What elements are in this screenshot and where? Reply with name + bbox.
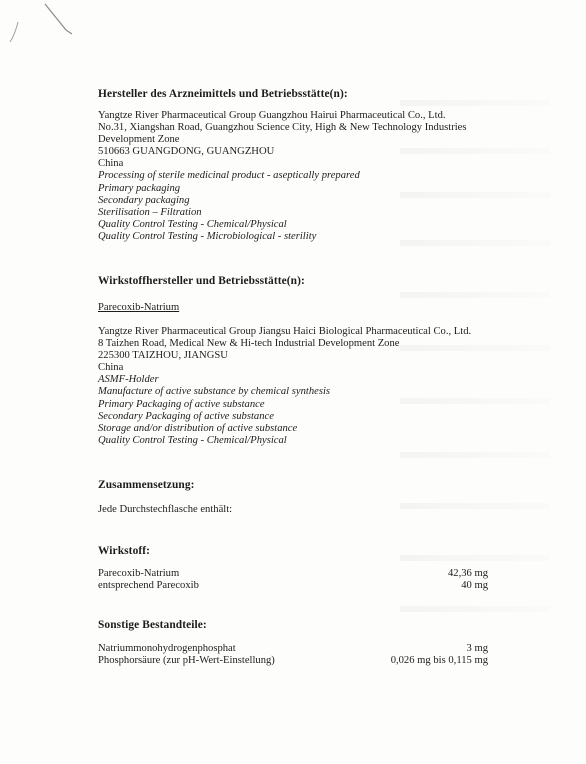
- address-line: Yangtze River Pharmaceutical Group Jiangsu Haici Biological Pharmaceutical Co., Ltd.: [98, 326, 472, 337]
- excipient-row: [98, 655, 488, 667]
- activity-line: Quality Control Testing - Chemical/Physical: [98, 218, 287, 230]
- bleed-through: [400, 555, 550, 561]
- active-row: [98, 580, 488, 592]
- ingredient-amount: 40 mg: [461, 580, 488, 591]
- address-line: 8 Taizhen Road, Medical New & Hi-tech Industrial Development Zone: [98, 338, 400, 350]
- composition-heading: Zusammensetzung:: [98, 479, 195, 491]
- ingredient-name: Phosphorsäure (zur pH-Wert-Einstellung): [98, 655, 275, 666]
- ingredient-name: Parecoxib-Natrium: [98, 568, 180, 579]
- ingredient-amount: 3 mg: [466, 643, 488, 654]
- address-line: No.31, Xiangshan Road, Guangzhou Science City, High & New Technology Industries: [98, 122, 467, 134]
- activity-line: Storage and/or distribution of active substance: [98, 422, 298, 434]
- composition-intro-text: Jede Durchstechflasche enthält:: [98, 504, 233, 515]
- activity-line: Quality Control Testing - Chemical/Physical: [98, 434, 287, 446]
- address-line: 510663 GUANGDONG, GUANGZHOU: [98, 146, 275, 158]
- activity-line: Processing of sterile medicinal product - aseptically prepared: [98, 170, 360, 182]
- manufacturer-heading: Hersteller des Arzneimittels und Betriebsstätte(n):: [98, 88, 348, 100]
- activity-line: Secondary Packaging of active substance: [98, 410, 274, 422]
- bleed-through: [400, 452, 550, 458]
- activity-line: Secondary packaging: [98, 194, 190, 206]
- manufacturer-address: [98, 110, 518, 243]
- activity-line: Primary packaging: [98, 182, 181, 194]
- address-line: Yangtze River Pharmaceutical Group Guangzhou Hairui Pharmaceutical Co., Ltd.: [98, 110, 446, 121]
- api-manufacturer-heading: Wirkstoffhersteller und Betriebsstätte(n):: [98, 275, 305, 287]
- activity-line: ASMF-Holder: [98, 374, 159, 386]
- excipient-row: [98, 643, 488, 655]
- scan-artifact-mark: [0, 0, 90, 60]
- ingredient-name: entsprechend Parecoxib: [98, 580, 199, 591]
- activity-line: Quality Control Testing - Microbiological - sterility: [98, 230, 317, 242]
- substance-name: Parecoxib-Natrium: [98, 302, 180, 313]
- active-heading: Wirkstoff:: [98, 545, 151, 557]
- ingredient-amount: 42,36 mg: [447, 568, 488, 579]
- bleed-through: [400, 100, 550, 106]
- bleed-through: [400, 292, 550, 298]
- address-line: China: [98, 362, 124, 374]
- ingredient-name: Natriummonohydrogenphosphat: [98, 643, 236, 654]
- excipients-heading: Sonstige Bestandteile:: [98, 619, 207, 631]
- address-line: China: [98, 158, 124, 170]
- bleed-through: [400, 606, 550, 612]
- active-row: [98, 568, 488, 580]
- api-substance: [98, 302, 518, 314]
- api-manufacturer-address: [98, 326, 518, 447]
- ingredient-amount: 0,026 mg bis 0,115 mg: [390, 655, 488, 666]
- activity-line: Sterilisation – Filtration: [98, 206, 202, 218]
- address-line: 225300 TAIZHOU, JIANGSU: [98, 350, 228, 362]
- activity-line: Manufacture of active substance by chemical synthesis: [98, 386, 331, 398]
- composition-intro: [98, 504, 518, 516]
- address-line: Development Zone: [98, 134, 180, 146]
- activity-line: Primary Packaging of active substance: [98, 398, 265, 410]
